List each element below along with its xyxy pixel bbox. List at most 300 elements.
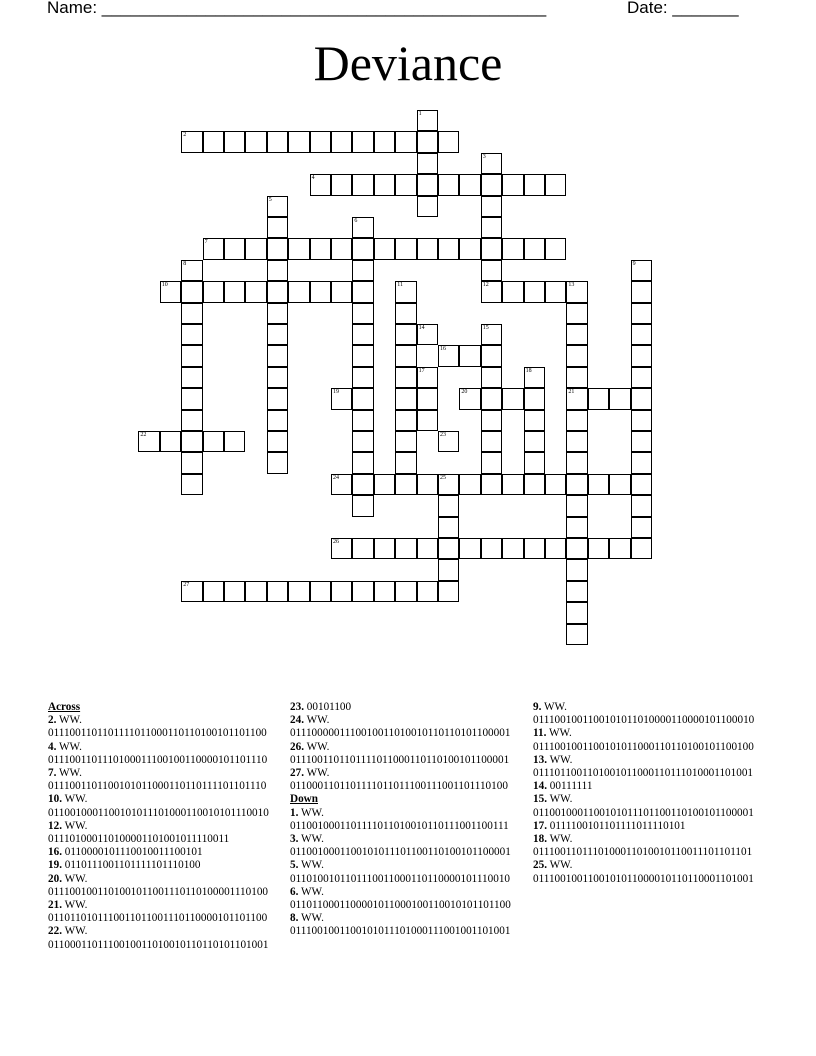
grid-cell[interactable] — [417, 581, 438, 602]
grid-cell[interactable] — [181, 452, 202, 473]
clue-number: 6. — [290, 885, 299, 898]
cell-number: 23 — [440, 432, 446, 438]
grid-cell[interactable] — [417, 388, 438, 409]
clue-number: 14. — [533, 780, 547, 793]
grid-cell[interactable] — [331, 131, 352, 152]
clue-text-line: 0111001001100101011000010110110001101001 — [533, 872, 754, 885]
grid-cell[interactable] — [417, 367, 438, 388]
clue-item — [290, 741, 526, 754]
grid-cell[interactable] — [395, 538, 416, 559]
clue-text-line: 0111001001100101011000110110100101100100 — [533, 740, 754, 753]
grid-cell[interactable] — [352, 367, 373, 388]
cell-number: 12 — [482, 282, 489, 289]
grid-cell[interactable] — [267, 581, 288, 602]
grid-cell[interactable] — [417, 131, 438, 152]
grid-cell[interactable] — [352, 431, 373, 452]
cell-number: 19 — [333, 389, 339, 396]
grid-cell[interactable] — [459, 238, 480, 259]
clue-number: 24. — [290, 714, 304, 727]
grid-cell[interactable] — [502, 174, 523, 195]
grid-cell[interactable] — [481, 388, 502, 409]
clue-section-heading: Down — [290, 793, 318, 806]
grid-cell[interactable] — [524, 474, 545, 495]
grid-cell[interactable] — [631, 281, 652, 302]
grid-cell[interactable] — [138, 431, 159, 452]
grid-cell[interactable] — [395, 345, 416, 366]
grid-cell[interactable] — [395, 281, 416, 302]
clue-text: WW. — [298, 859, 324, 872]
grid-cell[interactable] — [181, 131, 202, 152]
grid-cell[interactable] — [331, 581, 352, 602]
grid-cell[interactable] — [524, 410, 545, 431]
grid-cell[interactable] — [566, 495, 587, 516]
clue-number: 7. — [48, 767, 57, 780]
grid-cell[interactable] — [395, 581, 416, 602]
clue-text: WW. — [298, 912, 324, 925]
grid-cell[interactable] — [181, 388, 202, 409]
grid-cell[interactable] — [631, 431, 652, 452]
clue-item — [533, 833, 769, 846]
grid-cell[interactable] — [352, 388, 373, 409]
grid-cell[interactable] — [395, 324, 416, 345]
grid-cell[interactable] — [331, 388, 352, 409]
grid-cell[interactable] — [631, 410, 652, 431]
clue-number: 1. — [290, 806, 299, 819]
grid-cell[interactable] — [395, 431, 416, 452]
grid-cell[interactable] — [417, 153, 438, 174]
grid-cell[interactable] — [224, 281, 245, 302]
clue-number: 13. — [533, 753, 547, 766]
grid-cell[interactable] — [395, 410, 416, 431]
grid-cell[interactable] — [331, 281, 352, 302]
clue-text: WW. — [303, 714, 330, 727]
grid-cell[interactable] — [352, 345, 373, 366]
clue-text: WW. — [56, 740, 82, 753]
grid-cell[interactable] — [374, 238, 395, 259]
clue-number: 5. — [290, 859, 299, 872]
clue-item — [290, 912, 526, 925]
grid-cell[interactable] — [352, 495, 373, 516]
grid-cell[interactable] — [181, 581, 202, 602]
grid-cell[interactable] — [566, 602, 587, 623]
grid-cell[interactable] — [395, 367, 416, 388]
grid-cell[interactable] — [224, 431, 245, 452]
clue-column-3 — [533, 701, 769, 886]
grid-cell[interactable] — [481, 538, 502, 559]
clue-text: WW. — [546, 753, 573, 766]
clue-column-2 — [290, 701, 526, 939]
clue-text-line: 0111001101101111011000110110100101101100 — [48, 727, 267, 740]
grid-cell[interactable] — [352, 474, 373, 495]
grid-cell[interactable] — [631, 324, 652, 345]
clue-text-line: 0111001001100101011101000111001001101001 — [290, 925, 511, 938]
clue-text: WW. — [303, 740, 330, 753]
grid-cell[interactable] — [331, 474, 352, 495]
grid-cell[interactable] — [160, 431, 181, 452]
cell-number: 16 — [440, 346, 446, 353]
grid-cell[interactable] — [459, 474, 480, 495]
grid-cell[interactable] — [245, 238, 266, 259]
grid-cell[interactable] — [417, 538, 438, 559]
grid-cell[interactable] — [545, 474, 566, 495]
grid-cell[interactable] — [438, 581, 459, 602]
grid-cell[interactable] — [438, 559, 459, 580]
grid-cell[interactable] — [524, 538, 545, 559]
grid-cell[interactable] — [502, 238, 523, 259]
grid-cell[interactable] — [181, 345, 202, 366]
grid-cell[interactable] — [267, 388, 288, 409]
grid-cell[interactable] — [566, 452, 587, 473]
grid-cell[interactable] — [438, 431, 459, 452]
grid-cell[interactable] — [352, 452, 373, 473]
grid-cell[interactable] — [502, 474, 523, 495]
grid-cell[interactable] — [331, 174, 352, 195]
grid-cell[interactable] — [481, 281, 502, 302]
grid-cell[interactable] — [374, 538, 395, 559]
grid-cell[interactable] — [545, 174, 566, 195]
grid-cell[interactable] — [609, 474, 630, 495]
grid-cell[interactable] — [352, 281, 373, 302]
grid-cell[interactable] — [181, 431, 202, 452]
grid-cell[interactable] — [459, 174, 480, 195]
clue-item — [48, 925, 284, 938]
clue-item — [48, 846, 284, 859]
clue-text-line: 0111001101101111011000110110100101100001 — [290, 753, 510, 766]
clue-text-line: 0110110101110011011001110110000101101100 — [48, 912, 268, 925]
name-field: Name: _______________________________________________ — [47, 0, 547, 17]
grid-cell[interactable] — [395, 474, 416, 495]
clue-text-line: 0111000001110010011010010110110101100001 — [290, 727, 511, 740]
grid-cell[interactable] — [481, 474, 502, 495]
grid-cell[interactable] — [502, 538, 523, 559]
grid-cell[interactable] — [631, 303, 652, 324]
grid-cell[interactable] — [417, 110, 438, 131]
grid-cell[interactable] — [438, 131, 459, 152]
grid-cell[interactable] — [545, 538, 566, 559]
clue-item — [533, 859, 769, 872]
grid-cell[interactable] — [203, 281, 224, 302]
grid-cell[interactable] — [203, 581, 224, 602]
grid-cell[interactable] — [438, 538, 459, 559]
clue-number: 25. — [533, 859, 547, 872]
clue-number: 3. — [290, 833, 299, 846]
clue-number: 16. — [48, 846, 62, 859]
cell-number: 21 — [568, 389, 575, 396]
cell-number: 3 — [482, 153, 486, 160]
clue-text-line: 0110001101110010011010010110110101101001 — [48, 938, 269, 951]
grid-cell[interactable] — [267, 303, 288, 324]
grid-cell[interactable] — [588, 474, 609, 495]
grid-cell[interactable] — [288, 581, 309, 602]
grid-cell[interactable] — [481, 174, 502, 195]
grid-cell[interactable] — [331, 238, 352, 259]
grid-cell[interactable] — [310, 281, 331, 302]
grid-cell[interactable] — [481, 196, 502, 217]
cell-number: 22 — [140, 432, 147, 438]
clue-number: 20. — [48, 872, 62, 885]
grid-cell[interactable] — [331, 538, 352, 559]
grid-cell[interactable] — [459, 345, 480, 366]
grid-cell[interactable] — [481, 260, 502, 281]
grid-cell[interactable] — [395, 238, 416, 259]
grid-cell[interactable] — [267, 431, 288, 452]
grid-cell[interactable] — [203, 131, 224, 152]
grid-cell[interactable] — [267, 410, 288, 431]
clue-text-line: 0111001101110100011010010110011101101101 — [533, 846, 753, 859]
clue-text-line: 0111001001101001011001110110100001110100 — [48, 885, 269, 898]
grid-cell[interactable] — [352, 303, 373, 324]
grid-cell[interactable] — [352, 410, 373, 431]
grid-cell[interactable] — [502, 281, 523, 302]
clue-text: 0110111001101111101110100 — [61, 859, 201, 872]
grid-cell[interactable] — [631, 388, 652, 409]
clue-number: 23. — [290, 701, 304, 713]
grid-cell[interactable] — [459, 538, 480, 559]
clue-text: WW. — [61, 872, 88, 885]
grid-cell[interactable] — [203, 431, 224, 452]
grid-cell[interactable] — [524, 388, 545, 409]
grid-cell[interactable] — [481, 367, 502, 388]
grid-cell[interactable] — [566, 581, 587, 602]
grid-cell[interactable] — [374, 474, 395, 495]
grid-cell[interactable] — [481, 238, 502, 259]
grid-cell[interactable] — [267, 260, 288, 281]
clue-text: WW. — [56, 714, 82, 727]
grid-cell[interactable] — [459, 388, 480, 409]
grid-cell[interactable] — [288, 131, 309, 152]
clue-text: 0111100101101111011110101 — [546, 819, 686, 832]
grid-cell[interactable] — [524, 238, 545, 259]
grid-cell[interactable] — [181, 303, 202, 324]
grid-cell[interactable] — [352, 538, 373, 559]
cell-number: 6 — [354, 218, 358, 224]
grid-cell[interactable] — [566, 281, 587, 302]
grid-cell[interactable] — [267, 238, 288, 259]
grid-cell[interactable] — [566, 538, 587, 559]
grid-cell[interactable] — [524, 174, 545, 195]
grid-cell[interactable] — [352, 217, 373, 238]
grid-cell[interactable] — [524, 452, 545, 473]
grid-cell[interactable] — [631, 367, 652, 388]
clue-item — [290, 833, 526, 846]
clue-text-line: 0111011001101001011000110111010001101001 — [533, 767, 754, 780]
grid-cell[interactable] — [352, 174, 373, 195]
grid-cell[interactable] — [609, 388, 630, 409]
grid-cell[interactable] — [374, 174, 395, 195]
grid-cell[interactable] — [245, 281, 266, 302]
grid-cell[interactable] — [566, 388, 587, 409]
clue-item — [48, 793, 284, 806]
clue-text: WW. — [546, 833, 573, 846]
cell-number: 17 — [418, 367, 425, 374]
grid-cell[interactable] — [566, 517, 587, 538]
cell-number: 20 — [461, 389, 468, 396]
clue-text: 0110000101110010011100101 — [61, 846, 203, 859]
clue-item — [48, 899, 284, 912]
grid-cell[interactable] — [566, 559, 587, 580]
grid-cell[interactable] — [245, 581, 266, 602]
grid-cell[interactable] — [481, 410, 502, 431]
grid-cell[interactable] — [417, 238, 438, 259]
grid-cell[interactable] — [631, 345, 652, 366]
grid-cell[interactable] — [566, 345, 587, 366]
grid-cell[interactable] — [288, 281, 309, 302]
grid-cell[interactable] — [481, 324, 502, 345]
clue-text: WW. — [546, 859, 573, 872]
grid-cell[interactable] — [631, 495, 652, 516]
grid-cell[interactable] — [395, 174, 416, 195]
clue-item — [48, 859, 284, 872]
grid-cell[interactable] — [438, 517, 459, 538]
cell-number: 26 — [333, 539, 339, 545]
clue-number: 8. — [290, 912, 299, 925]
grid-cell[interactable] — [609, 538, 630, 559]
clue-item — [533, 820, 769, 833]
grid-cell[interactable] — [181, 367, 202, 388]
grid-cell[interactable] — [267, 217, 288, 238]
grid-cell[interactable] — [566, 431, 587, 452]
grid-cell[interactable] — [417, 410, 438, 431]
grid-cell[interactable] — [545, 281, 566, 302]
grid-cell[interactable] — [631, 538, 652, 559]
grid-cell[interactable] — [267, 131, 288, 152]
grid-cell[interactable] — [631, 474, 652, 495]
grid-cell[interactable] — [374, 581, 395, 602]
grid-cell[interactable] — [481, 345, 502, 366]
clue-number: 9. — [533, 701, 542, 713]
grid-cell[interactable] — [481, 452, 502, 473]
grid-cell[interactable] — [438, 238, 459, 259]
clue-item — [48, 873, 284, 886]
grid-cell[interactable] — [352, 260, 373, 281]
grid-cell[interactable] — [631, 517, 652, 538]
grid-cell[interactable] — [352, 581, 373, 602]
grid-cell[interactable] — [524, 431, 545, 452]
cell-number: 27 — [183, 581, 190, 588]
grid-cell[interactable] — [395, 303, 416, 324]
grid-cell[interactable] — [374, 131, 395, 152]
grid-cell[interactable] — [524, 281, 545, 302]
grid-cell[interactable] — [160, 281, 181, 302]
grid-cell[interactable] — [224, 131, 245, 152]
puzzle-title: Deviance — [313, 35, 503, 91]
clue-number: 4. — [48, 740, 57, 753]
grid-cell[interactable] — [181, 281, 202, 302]
cell-number: 11 — [397, 282, 403, 289]
grid-cell[interactable] — [481, 153, 502, 174]
clue-item — [290, 767, 526, 780]
grid-cell[interactable] — [395, 452, 416, 473]
grid-cell[interactable] — [588, 388, 609, 409]
grid-cell[interactable] — [588, 538, 609, 559]
grid-cell[interactable] — [352, 238, 373, 259]
clue-text-line: 0110010001100101011101000110010101110010 — [48, 806, 269, 819]
clue-text: WW. — [303, 767, 330, 780]
grid-cell[interactable] — [481, 431, 502, 452]
clue-number: 22. — [48, 925, 62, 938]
grid-cell[interactable] — [631, 260, 652, 281]
clue-text: WW. — [61, 899, 88, 912]
grid-cell[interactable] — [267, 324, 288, 345]
clue-item — [48, 714, 284, 727]
clue-number: 11. — [533, 727, 547, 740]
grid-cell[interactable] — [417, 196, 438, 217]
grid-cell[interactable] — [181, 474, 202, 495]
grid-cell[interactable] — [417, 474, 438, 495]
grid-cell[interactable] — [203, 238, 224, 259]
grid-cell[interactable] — [267, 367, 288, 388]
grid-cell[interactable] — [566, 624, 587, 645]
cell-number: 15 — [482, 325, 489, 331]
cell-number: 10 — [161, 282, 168, 289]
grid-cell[interactable] — [310, 581, 331, 602]
grid-cell[interactable] — [566, 474, 587, 495]
grid-cell[interactable] — [310, 174, 331, 195]
grid-cell[interactable] — [438, 345, 459, 366]
clue-item — [290, 807, 526, 820]
grid-cell[interactable] — [224, 581, 245, 602]
grid-cell[interactable] — [417, 324, 438, 345]
grid-cell[interactable] — [545, 238, 566, 259]
grid-cell[interactable] — [524, 367, 545, 388]
clue-text: WW. — [298, 885, 324, 898]
grid-cell[interactable] — [631, 452, 652, 473]
grid-cell[interactable] — [310, 238, 331, 259]
grid-cell[interactable] — [438, 174, 459, 195]
clue-text: 00101100 — [303, 701, 352, 713]
clue-text: WW. — [546, 793, 573, 806]
grid-cell[interactable] — [352, 324, 373, 345]
clue-number: 19. — [48, 859, 62, 872]
clue-item — [533, 754, 769, 767]
grid-cell[interactable] — [395, 388, 416, 409]
cell-number: 8 — [183, 260, 187, 267]
clue-item — [290, 859, 526, 872]
grid-cell[interactable] — [267, 452, 288, 473]
grid-cell[interactable] — [566, 367, 587, 388]
clue-text-line: 0111001101100101011000110110111101101110 — [48, 780, 267, 793]
clue-item — [533, 701, 769, 714]
cell-number: 1 — [418, 111, 422, 117]
grid-cell[interactable] — [438, 495, 459, 516]
clue-text-line: 0110100101101110011000110110000101110010 — [290, 872, 511, 885]
clue-item — [290, 701, 526, 714]
grid-cell[interactable] — [267, 345, 288, 366]
grid-cell[interactable] — [438, 474, 459, 495]
clue-number: 18. — [533, 833, 547, 846]
grid-cell[interactable] — [566, 410, 587, 431]
clue-item — [48, 741, 284, 754]
grid-cell[interactable] — [267, 196, 288, 217]
grid-cell[interactable] — [224, 238, 245, 259]
grid-cell[interactable] — [181, 260, 202, 281]
clue-text: WW. — [298, 806, 324, 819]
grid-cell[interactable] — [310, 131, 331, 152]
grid-cell[interactable] — [352, 131, 373, 152]
grid-cell[interactable] — [181, 410, 202, 431]
clue-column-1 — [48, 701, 284, 952]
grid-cell[interactable] — [395, 131, 416, 152]
grid-cell[interactable] — [566, 303, 587, 324]
grid-cell[interactable] — [417, 174, 438, 195]
grid-cell[interactable] — [245, 131, 266, 152]
grid-cell[interactable] — [267, 281, 288, 302]
grid-cell[interactable] — [566, 324, 587, 345]
grid-cell[interactable] — [288, 238, 309, 259]
grid-cell[interactable] — [481, 217, 502, 238]
grid-cell[interactable] — [181, 324, 202, 345]
grid-cell[interactable] — [502, 388, 523, 409]
